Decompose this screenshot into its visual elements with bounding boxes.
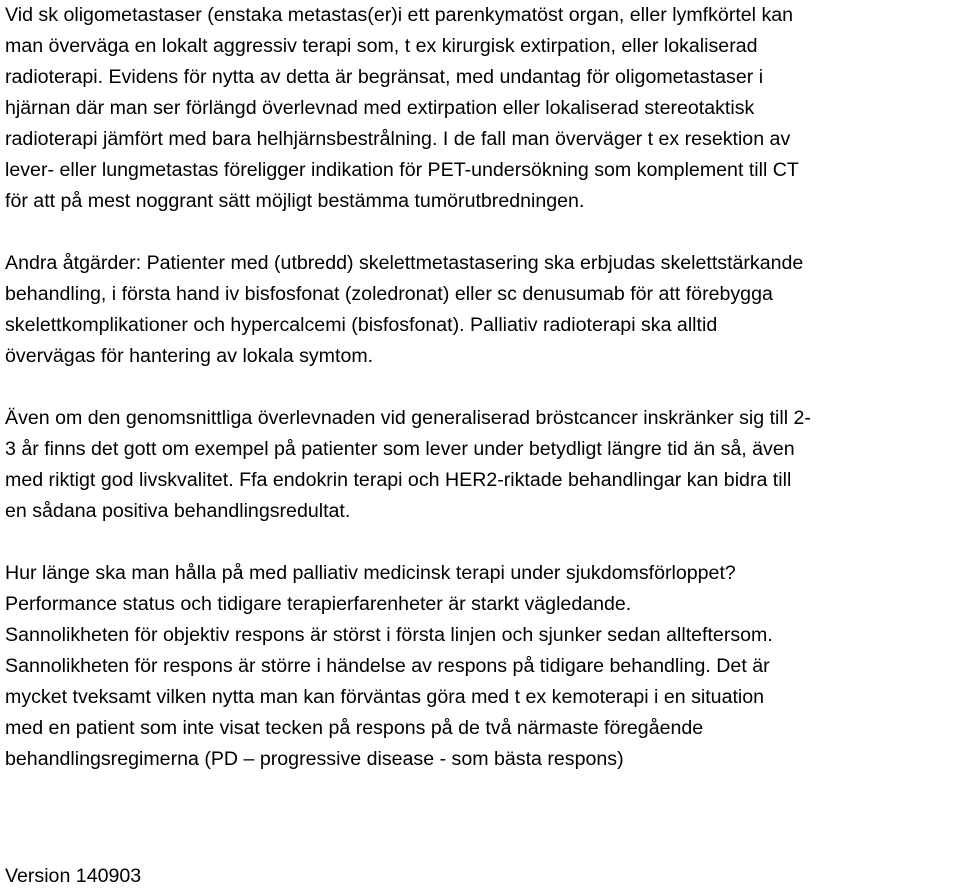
text-line: Sannolikheten för respons är större i händelse av respons på tidigare behandling. Det är xyxy=(5,655,770,677)
text-line: radioterapi jämfört med bara helhjärnsbestrålning. I de fall man överväger t ex resektion av xyxy=(5,128,791,150)
text-line: Sannolikheten för objektiv respons är störst i första linjen och sjunker sedan allteftersom. xyxy=(5,624,773,646)
paragraph-overlevnad xyxy=(5,403,957,527)
text-line: lever- eller lungmetastas föreligger indikation för PET-undersökning som komplement till CT xyxy=(5,159,799,181)
text-line: Vid sk oligometastaser (enstaka metastas(er)i ett parenkymatöst organ, eller lymfkörtel kan xyxy=(5,4,794,26)
paragraph-spacer xyxy=(5,372,957,403)
text-line: Andra åtgärder: Patienter med (utbredd) skelettmetastasering ska erbjudas skelettstärkande xyxy=(5,252,804,274)
text-line: Hur länge ska man hålla på med palliativ medicinsk terapi under sjukdomsförloppet? xyxy=(5,562,736,584)
text-line: skelettkomplikationer och hypercalcemi (bisfosfonat). Palliativ radioterapi ska alltid xyxy=(5,314,718,336)
text-line: behandlingsregimerna (PD – progressive disease - som bästa respons) xyxy=(5,748,624,770)
text-line: övervägas för hantering av lokala symtom. xyxy=(5,345,374,367)
text-line: Performance status och tidigare terapierfarenheter är starkt vägledande. xyxy=(5,593,632,615)
text-line: en sådana positiva behandlingsredultat. xyxy=(5,500,351,522)
version-label: Version 140903 xyxy=(5,865,142,887)
paragraph-palliativ-terapi xyxy=(5,558,957,775)
paragraph-spacer xyxy=(5,217,957,248)
text-line: mycket tveksamt vilken nytta man kan förväntas göra med t ex kemoterapi i en situation xyxy=(5,686,765,708)
text-line: Även om den genomsnittliga överlevnaden vid generaliserad bröstcancer inskränker sig till 2- xyxy=(5,407,811,429)
paragraph-oligometastaser xyxy=(5,0,957,217)
paragraph-spacer xyxy=(5,527,957,558)
document-body xyxy=(5,0,957,775)
text-line: man överväga en lokalt aggressiv terapi som, t ex kirurgisk extirpation, eller lokaliserad xyxy=(5,35,758,57)
text-line: behandling, i första hand iv bisfosfonat (zoledronat) eller sc denusumab för att förebygga xyxy=(5,283,773,305)
text-line: hjärnan där man ser förlängd överlevnad med extirpation eller lokaliserad stereotaktisk xyxy=(5,97,755,119)
text-line: 3 år finns det gott om exempel på patienter som lever under betydligt längre tid än så, även xyxy=(5,438,795,460)
text-line: med en patient som inte visat tecken på respons på de två närmaste föregående xyxy=(5,717,704,739)
paragraph-andra-atgarder xyxy=(5,248,957,372)
text-line: för att på mest noggrant sätt möjligt bestämma tumörutbredningen. xyxy=(5,190,585,212)
text-line: radioterapi. Evidens för nytta av detta är begränsat, med undantag för oligometastaser i xyxy=(5,66,764,88)
text-line: med riktigt god livskvalitet. Ffa endokrin terapi och HER2-riktade behandlingar kan bidra till xyxy=(5,469,792,491)
